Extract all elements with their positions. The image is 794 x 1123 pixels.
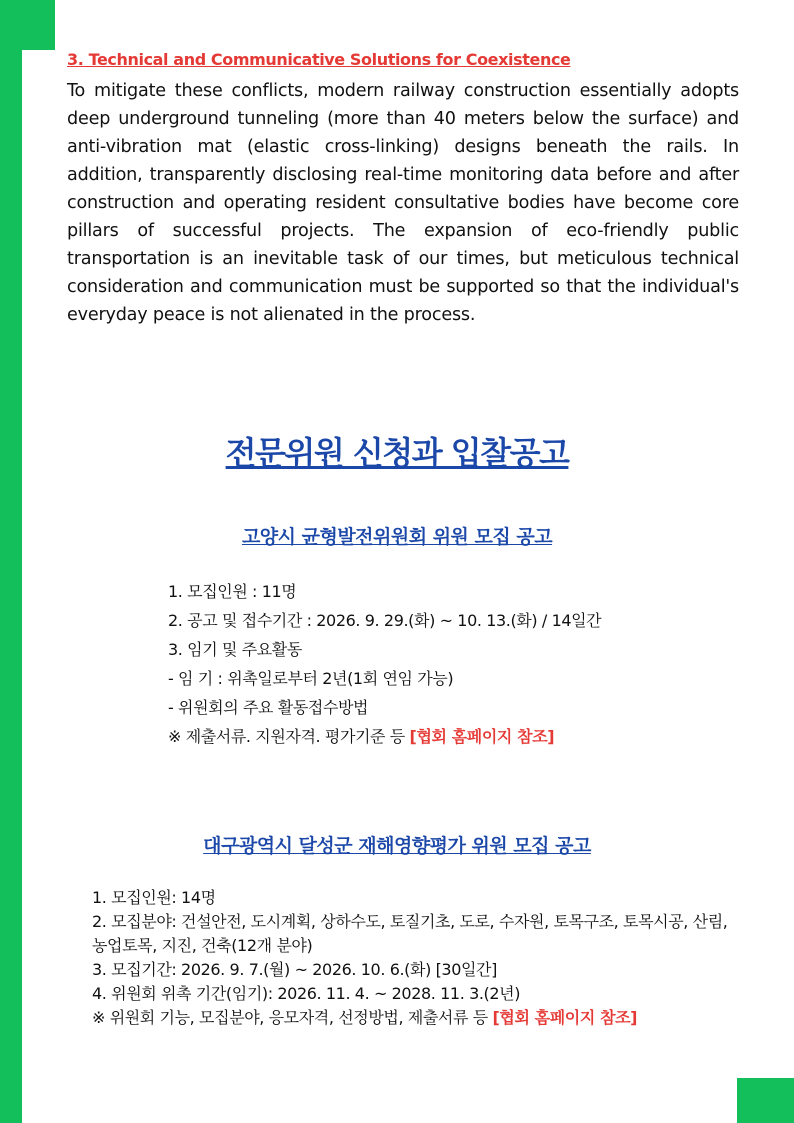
note-text: ※ 제출서류. 지원자격. 평가기준 등 [168,727,410,746]
list-item: 3. 임기 및 주요활동 [168,640,302,659]
bottom-right-accent-block [737,1078,794,1123]
list-item: 1. 모집인원 : 11명 [168,582,297,601]
top-left-accent-block [0,0,55,50]
note-text: ※ 위원회 기능, 모집분야, 응모자격, 선정방법, 제출서류 등 [92,1008,493,1027]
notice-2-list [92,886,742,1030]
page-heading: 전문위원 신청과 입찰공고 [225,434,569,472]
note-highlight: [협회 홈페이지 참조] [492,1008,638,1027]
list-item: - 임 기 : 위촉일로부터 2년(1회 연임 가능) [168,669,454,688]
notice-2-title: 대구광역시 달성군 재해영향평가 위원 모집 공고 [203,835,591,857]
list-item: 3. 모집기간: 2026. 9. 7.(월) ~ 2026. 10. 6.(화) [30일간] [92,960,497,979]
list-item: - 위원회의 주요 활동접수방법 [168,698,369,717]
note-highlight: [협회 홈페이지 참조] [409,727,555,746]
list-item: 2. 모집분야: 건설안전, 도시계획, 상하수도, 토질기초, 도로, 수자원, 토목구조, 토목시공, 산림, 농업토목, 지진, 건축(12개 분야) [92,912,728,955]
section-title: 3. Technical and Communicative Solutions for Coexistence [67,50,571,69]
section-paragraph: To mitigate these conflicts, modern railway construction essentially adopts deep underground tunneling (more than 40 meters below the surface) and anti-vibration mat (elastic cross-linking) designs beneath the rails. In addition, transparently disclosing real-time monitoring data before and after construction and operating resident consultative bodies have become core pillars of successful projects. The expansion of eco-friendly public transportation is an inevitable task of our times, but meticulous technical consideration and communication must be supported so that the individual's everyday peace is not alienated in the process. [67,81,739,325]
list-note [168,722,601,751]
list-item: 2. 공고 및 접수기간 : 2026. 9. 29.(화) ~ 10. 13.(화) / 14일간 [168,611,602,630]
notice-1-title: 고양시 균형발전위원회 위원 모집 공고 [241,526,553,548]
list-item: 4. 위원회 위촉 기간(임기): 2026. 11. 4. ~ 2028. 11. 3.(2년) [92,984,521,1003]
notice-1-list [168,577,601,751]
list-note [92,1006,742,1030]
list-item: 1. 모집인원: 14명 [92,888,216,907]
left-accent-bar [0,0,22,1123]
